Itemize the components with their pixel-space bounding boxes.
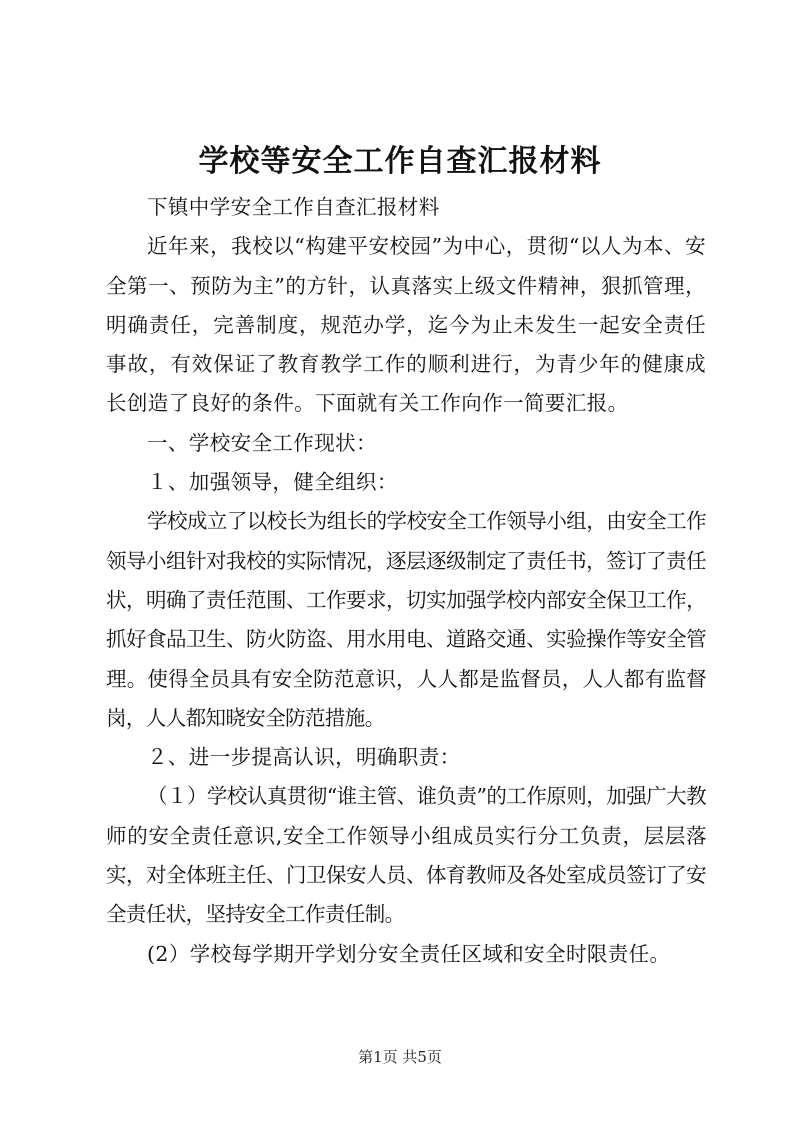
subsection-heading-1: １、加强领导，健全组织： — [147, 470, 398, 495]
paragraph-intro: 近年来，我校以“构建平安校园”为中心，贯彻“以人为本、安全第一、预防为主”的方针，认真落实上级文件精神，狠抓管理，明确责任，完善制度，规范办学，迄今为止未发生一起安全责任事故，有效保证了教育教学工作的顺利进行，为青少年的健康成长创造了良好的条件。下面就有关工作向作一简要汇报。 — [106, 234, 706, 416]
section-heading-1: 一、学校安全工作现状： — [147, 430, 377, 455]
paragraph-subtitle: 下镇中学安全工作自查汇报材料 — [147, 195, 440, 219]
page-footer: 第1页 共5页 — [358, 1048, 442, 1066]
paragraph-responsibility-2: (2）学校每学期开学划分安全责任区域和安全时限责任。 — [147, 941, 671, 966]
document-body — [106, 188, 706, 974]
paragraph-organization: 学校成立了以校长为组长的学校安全工作领导小组，由安全工作领导小组针对我校的实际情况，逐层逐级制定了责任书，签订了责任状，明确了责任范围、工作要求，切实加强学校内部安全保卫工作，抓好食品卫生、防火防盗、用水用电、道路交通、实验操作等安全管理。使得全员具有安全防范意识，人人都是监督员，人人都有监督岗，人人都知晓安全防范措施。 — [106, 509, 706, 730]
document-title: 学校等安全工作自查汇报材料 — [198, 144, 602, 179]
paragraph-responsibility-1: （１）学校认真贯彻“谁主管、谁负责”的工作原则，加强广大教师的安全责任意识,安全工作领导小组成员实行分工负责，层层落实，对全体班主任、门卫保安人员、体育教师及各处室成员签订了安全责任状，坚持安全工作责任制。 — [106, 784, 706, 927]
subsection-heading-2: ２、进一步提高认识，明确职责： — [147, 745, 461, 770]
